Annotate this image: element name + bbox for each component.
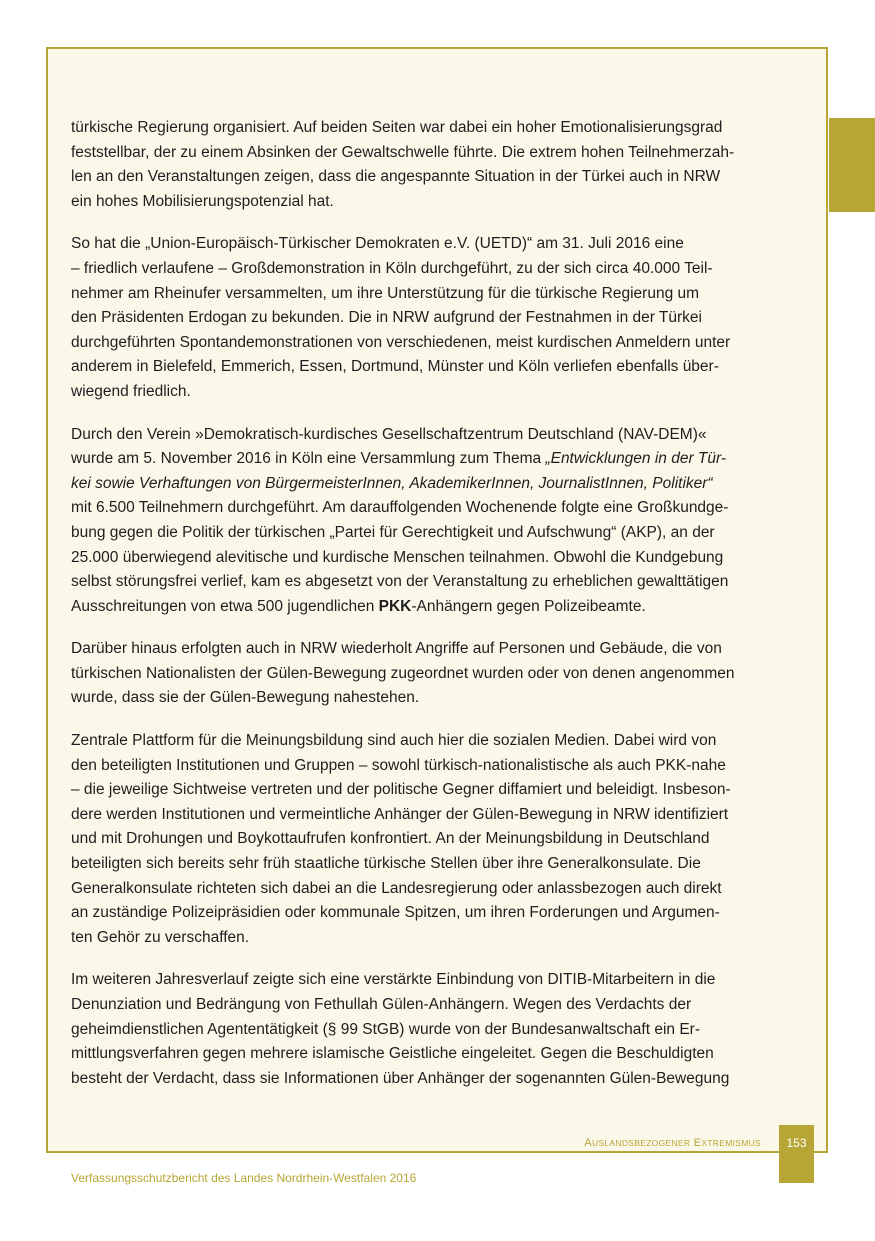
paragraph-2: So hat die „Union-Europäisch-Türkischer Demokraten e.V. (UETD)“ am 31. Juli 2016 eine – friedlich verlaufene – Großdemonstration in Köln durchgeführt, zu der sich circa 40.000 Teil- nehmer am Rheinufer versammelten, um ihre Unterstützung für die türkische Regierung um den Präsidenten Erdogan zu bekunden. Die in NRW aufgrund der Festnahmen in der Türkei durchgeführten Spontandemonstrationen von verschiedenen, meist kurdischen Anmeldern unter anderem in Bielefeld, Emmerich, Essen, Dortmund, Münster und Köln verliefen ebenfalls über- wiegend friedlich.	[71, 235, 731, 400]
page-number: 153	[779, 1125, 814, 1183]
paragraph-4: Darüber hinaus erfolgten auch in NRW wiederholt Angriffe auf Personen und Gebäude, die von türkischen Nationalisten der Gülen-Bewegung zugeordnet wurden oder von denen angenommen wurde, dass sie der Gülen-Bewegung nahestehen.	[71, 640, 735, 707]
paragraph-6: Im weiteren Jahresverlauf zeigte sich eine verstärkte Einbindung von DITIB-Mitarbeitern in die Denunziation und Bedrängung von Fethullah Gülen-Anhängern. Wegen des Verdachts der geheimdienstlichen Agententätigkeit (§ 99 StGB) wurde von der Bundesanwaltschaft ein Er- mittlungsverfahren gegen mehrere islamische Geistliche eingeleitet. Gegen die Beschuldigten besteht der Verdacht, dass sie Informationen über Anhänger der sogenannten Gülen-Bewegung	[71, 971, 730, 1087]
running-section-title: AUSLANDSBEZOGENER EXTREMISMUS	[584, 1137, 761, 1149]
body-text	[71, 116, 791, 1109]
pkk-bold: PKK	[378, 597, 412, 615]
paragraph-1: türkische Regierung organisiert. Auf beiden Seiten war dabei ein hoher Emotionalisierungsgrad feststellbar, der zu einem Absinken der Gewaltschwelle führte. Die extrem hohen Teilnehmerzah- len an den Veranstaltungen zeigen, dass die angespannte Situation in der Türkei auch in NRW ein hohes Mobilisierungspotenzial hat.	[71, 119, 735, 210]
paragraph-3: Durch den Verein »Demokratisch-kurdisches Gesellschaftzentrum Deutschland (NAV-DEM)« wurde am 5. November 2016 in Köln eine Versammlung zum Thema „Entwicklungen in der Tür- kei sowie Verhaftungen von BürgermeisterInnen, AkademikerInnen, JournalistInnen, Politiker“ mit 6.500 Teilnehmern durchgeführt. Am darauffolgenden Wochenende folgte eine Großkundge- bung gegen die Politik der türkischen „Partei für Gerechtigkeit und Aufschwung“ (AKP), an der 25.000 überwiegend alevitische und kurdische Menschen teilnahmen. Obwohl die Kundgebung selbst störungsfrei verlief, kam es abgesetzt von der Veranstaltung zu erheblichen gewalttätigen Ausschreitungen von etwa 500 jugendlichen PKK-Anhängern gegen Polizeibeamte.	[71, 425, 729, 615]
publication-title: Verfassungsschutzbericht des Landes Nordrhein-Westfalen 2016	[71, 1171, 417, 1185]
chapter-tab-marker	[829, 118, 875, 212]
event-topic-italic: „Entwicklungen in der Tür- kei sowie Verhaftungen von BürgermeisterInnen, AkademikerInnen, JournalistInnen, Politiker“	[71, 450, 727, 492]
paragraph-5: Zentrale Plattform für die Meinungsbildung sind auch hier die sozialen Medien. Dabei wird von den beteiligten Institutionen und Gruppen – sowohl türkisch-nationalistische als auch PKK-nahe – die jeweilige Sichtweise vertreten und der politische Gegner diffamiert und beleidigt. Insbeson- dere werden Institutionen und vermeintliche Anhänger der Gülen-Bewegung in NRW identifiziert und mit Drohungen und Boykottaufrufen konfrontiert. An der Meinungsbildung in Deutschland beteiligten sich bereits sehr früh staatliche türkische Stellen über ihre Generalkonsulate. Die Generalkonsulate richteten sich dabei an die Landesregierung oder anlassbezogen auch direkt an zuständige Polizeipräsidien oder kommunale Spitzen, um ihren Forderungen und Argumen- ten Gehör zu verschaffen.	[71, 732, 731, 946]
